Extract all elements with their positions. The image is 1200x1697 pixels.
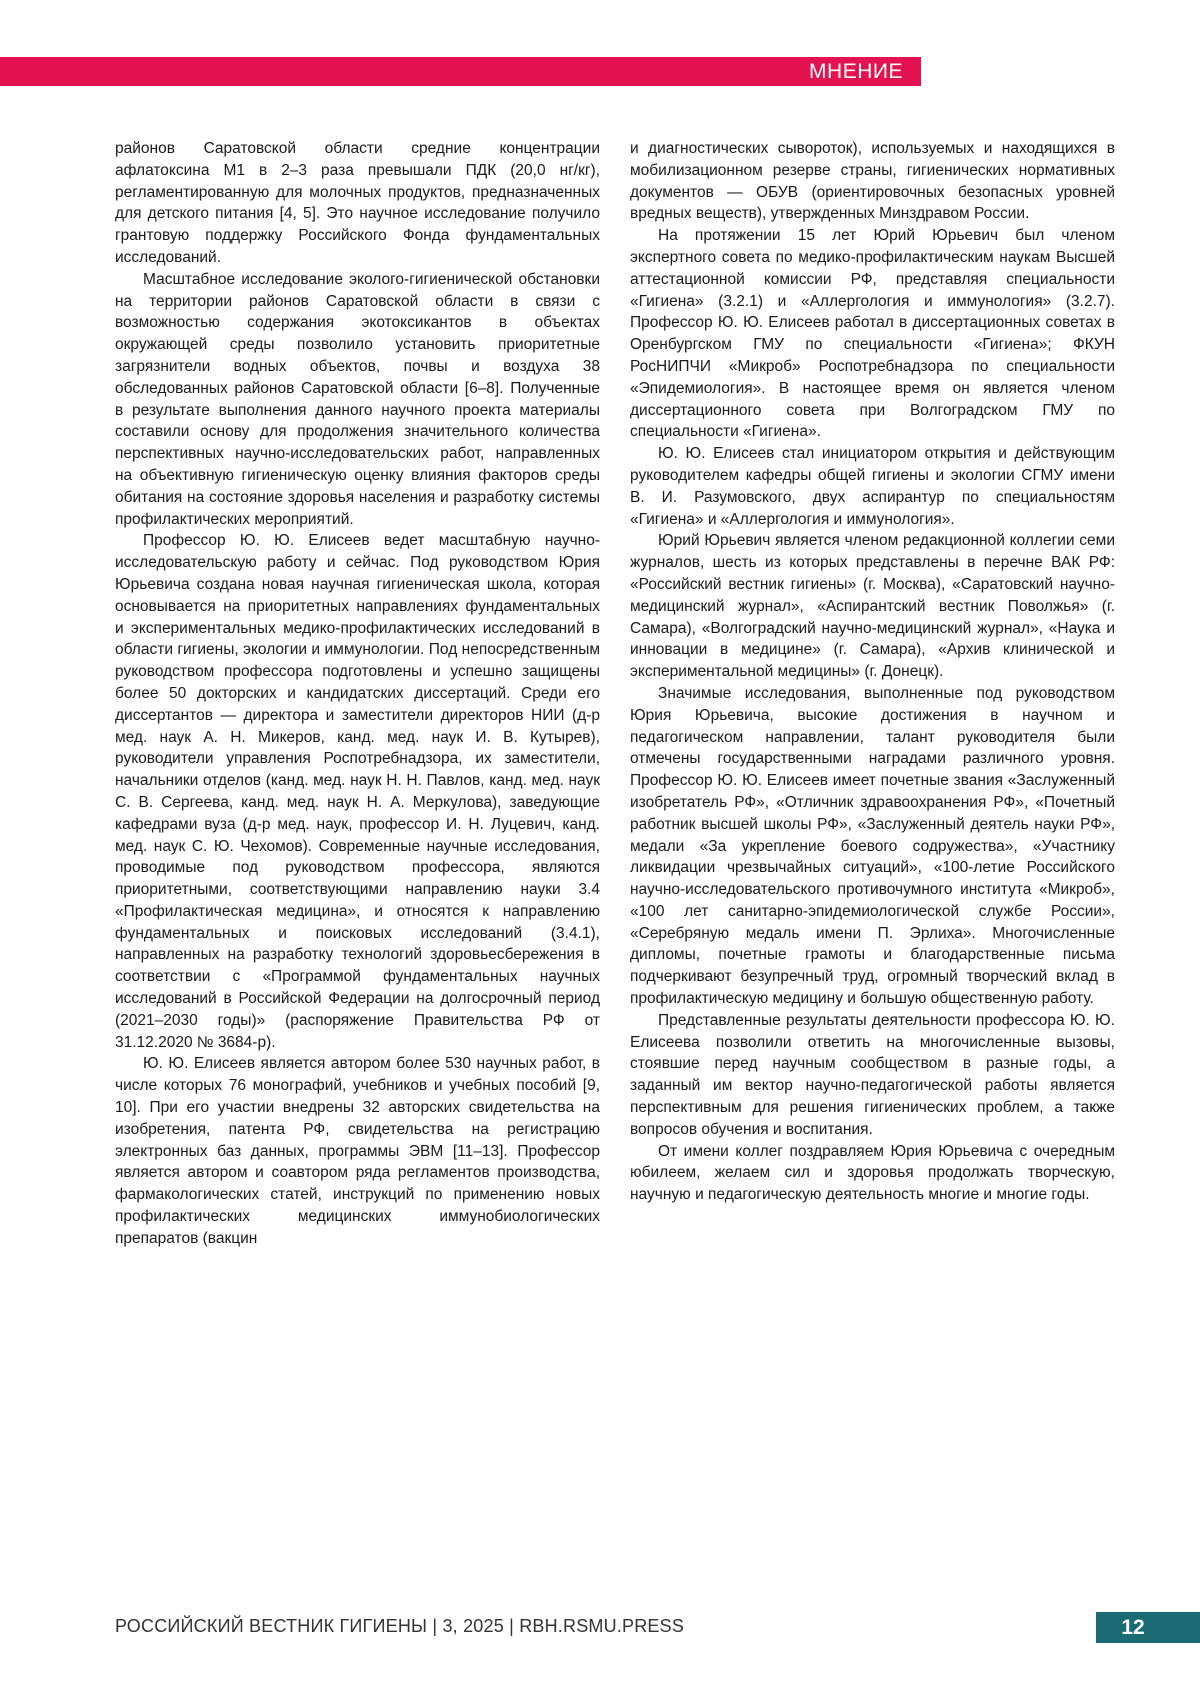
paragraph: Масштабное исследование эколого-гигиенической обстановки на территории районов Саратовской области в связи с возможностью содержания экотоксикантов в объектах окружающей среды позволило установить приоритетные загрязнители водных объектов, почвы и воздуха 38 обследованных районов Саратовской области [6–8]. Полученные в результате выполнения данного научного проекта материалы составили основу для продолжения значительного количества перспективных научно-исследовательских работ, направленных на объективную гигиеническую оценку влияния факторов среды обитания на состояние здоровья населения и разработку системы профилактических мероприятий. <box>115 270 600 528</box>
section-header-bar <box>0 57 921 86</box>
journal-footer: РОССИЙСКИЙ ВЕСТНИК ГИГИЕНЫ | 3, 2025 | RBH.RSMU.PRESS <box>115 1616 685 1636</box>
section-label: МНЕНИЕ <box>809 60 903 83</box>
paragraph: Значимые исследования, выполненные под руководством Юрия Юрьевича, высокие достижения в научном и педагогическом направлении, талант руководителя были отмечены государственными наградами различного уровня. Профессор Ю. Ю. Елисеев имеет почетные звания «Заслуженный изобретатель РФ», «Отличник здравоохранения РФ», «Почетный работник высшей школы РФ», «Заслуженный деятель науки РФ», медали «За укрепление боевого содружества», «Участнику ликвидации чрезвычайных ситуаций», «100-летие Российского научно-исследовательского противочумного института «Микроб», «100 лет санитарно-эпидемиологической службе России», «Серебряную медаль имени П. Эрлиха». Многочисленные дипломы, почетные грамоты и благодарственные письма подчеркивают безупречный труд, огромный творческий вклад в профилактическую медицину и большую общественную работу. <box>630 684 1115 1008</box>
page-number-box <box>1096 1612 1200 1643</box>
paragraph: Профессор Ю. Ю. Елисеев ведет масштабную научно-исследовательскую работу и сейчас. Под руководством Юрия Юрьевича создана новая научная гигиеническая школа, которая основывается на приоритетных направлениях фундаментальных и экспериментальных медико-профилактических исследований в области гигиены, экологии и иммунологии. Под непосредственным руководством профессора подготовлены и успешно защищены более 50 докторских и кандидатских диссертаций. Среди его диссертантов — директора и заместители директоров НИИ (д-р мед. наук А. Н. Микеров, канд. мед. наук И. В. Кутырев), руководители управления Роспотребнадзора, их заместители, начальники отделов (канд. мед. наук Н. Н. Павлов, канд. мед. наук С. В. Сергеева, канд. мед. наук Н. А. Меркулова), заведующие кафедрами вуза (д-р мед. наук, профессор И. Н. Луцевич, канд. мед. наук С. Ю. Чехомов). Современные научные исследования, проводимые под руководством профессора, являются приоритетными, соответствующими направлению науки 3.4 «Профилактическая медицина», и относятся к направлению фундаментальных и поисковых исследований (3.4.1), направленных на разработку технологий здоровьесбережения в соответствии с «Программой фундаментальных научных исследований в Российской Федерации на долгосрочный период (2021–2030 годы)» (распоряжение Правительства РФ от 31.12.2020 № 3684-р). <box>115 532 600 1051</box>
paragraph: Ю. Ю. Елисеев является автором более 530 научных работ, в числе которых 76 монографий, учебников и учебных пособий [9, 10]. При его участии внедрены 32 авторских свидетельства на изобретения, патента РФ, свидетельства на регистрацию электронных баз данных, программы ЭВМ [11–13]. Профессор является автором и соавтором ряда регламентов производства, фармакологических статей, инструкций по применению новых профилактических медицинских иммунобиологических препаратов (вакцин <box>115 1055 600 1247</box>
right-column <box>630 138 1115 1206</box>
paragraph: и диагностических сывороток), используемых и находящихся в мобилизационном резерве страны, гигиенических нормативных документов — ОБУВ (ориентировочных безопасных уровней вредных веществ), утвержденных Минздравом России. <box>630 140 1115 223</box>
paragraph: От имени коллег поздравляем Юрия Юрьевича с очередным юбилеем, желаем сил и здоровья продолжать творческую, научную и педагогическую деятельность многие и многие годы. <box>630 1142 1115 1204</box>
paragraph: Ю. Ю. Елисеев стал инициатором открытия и действующим руководителем кафедры общей гигиены и экологии СГМУ имени В. И. Разумовского, двух аспирантур по специальностям «Гигиена» и «Аллергология и иммунология». <box>630 445 1115 528</box>
paragraph: районов Саратовской области средние концентрации афлатоксина М1 в 2–3 раза превышали ПДК (20,0 нг/кг), регламентированную для молочных продуктов, предназначенных для детского питания [4, 5]. Это научное исследование получило грантовую поддержку Российского Фонда фундаментальных исследований. <box>115 140 600 266</box>
page-number: 12 <box>1121 1616 1145 1639</box>
left-column <box>115 138 600 1250</box>
paragraph: На протяжении 15 лет Юрий Юрьевич был членом экспертного совета по медико-профилактическим наукам Высшей аттестационной комиссии РФ, представляя специальности «Гигиена» (3.2.1) и «Аллергология и иммунология» (3.2.7). Профессор Ю. Ю. Елисеев работал в диссертационных советах в Оренбургском ГМУ по специальности «Гигиена»; ФКУН РосНИПЧИ «Микроб» Роспотребнадзора по специальности «Эпидемиология». В настоящее время он является членом диссертационного совета при Волгоградском ГМУ по специальности «Гигиена». <box>630 227 1115 441</box>
paragraph: Представленные результаты деятельности профессора Ю. Ю. Елисеева позволили ответить на многочисленные вызовы, стоявшие перед научным сообществом в разные годы, а заданный им вектор научно-педагогической работы является перспективным для решения гигиенических проблем, а также вопросов обучения и воспитания. <box>630 1011 1115 1138</box>
paragraph: Юрий Юрьевич является членом редакционной коллегии семи журналов, шесть из которых представлены в перечне ВАК РФ: «Российский вестник гигиены» (г. Москва), «Саратовский научно-медицинский журнал», «Аспирантский вестник Поволжья» (г. Самара), «Волгоградский научно-медицинский журнал», «Наука и инновации в медицине» (г. Самара), «Архив клинической и экспериментальной медицины» (г. Донецк). <box>630 532 1115 681</box>
